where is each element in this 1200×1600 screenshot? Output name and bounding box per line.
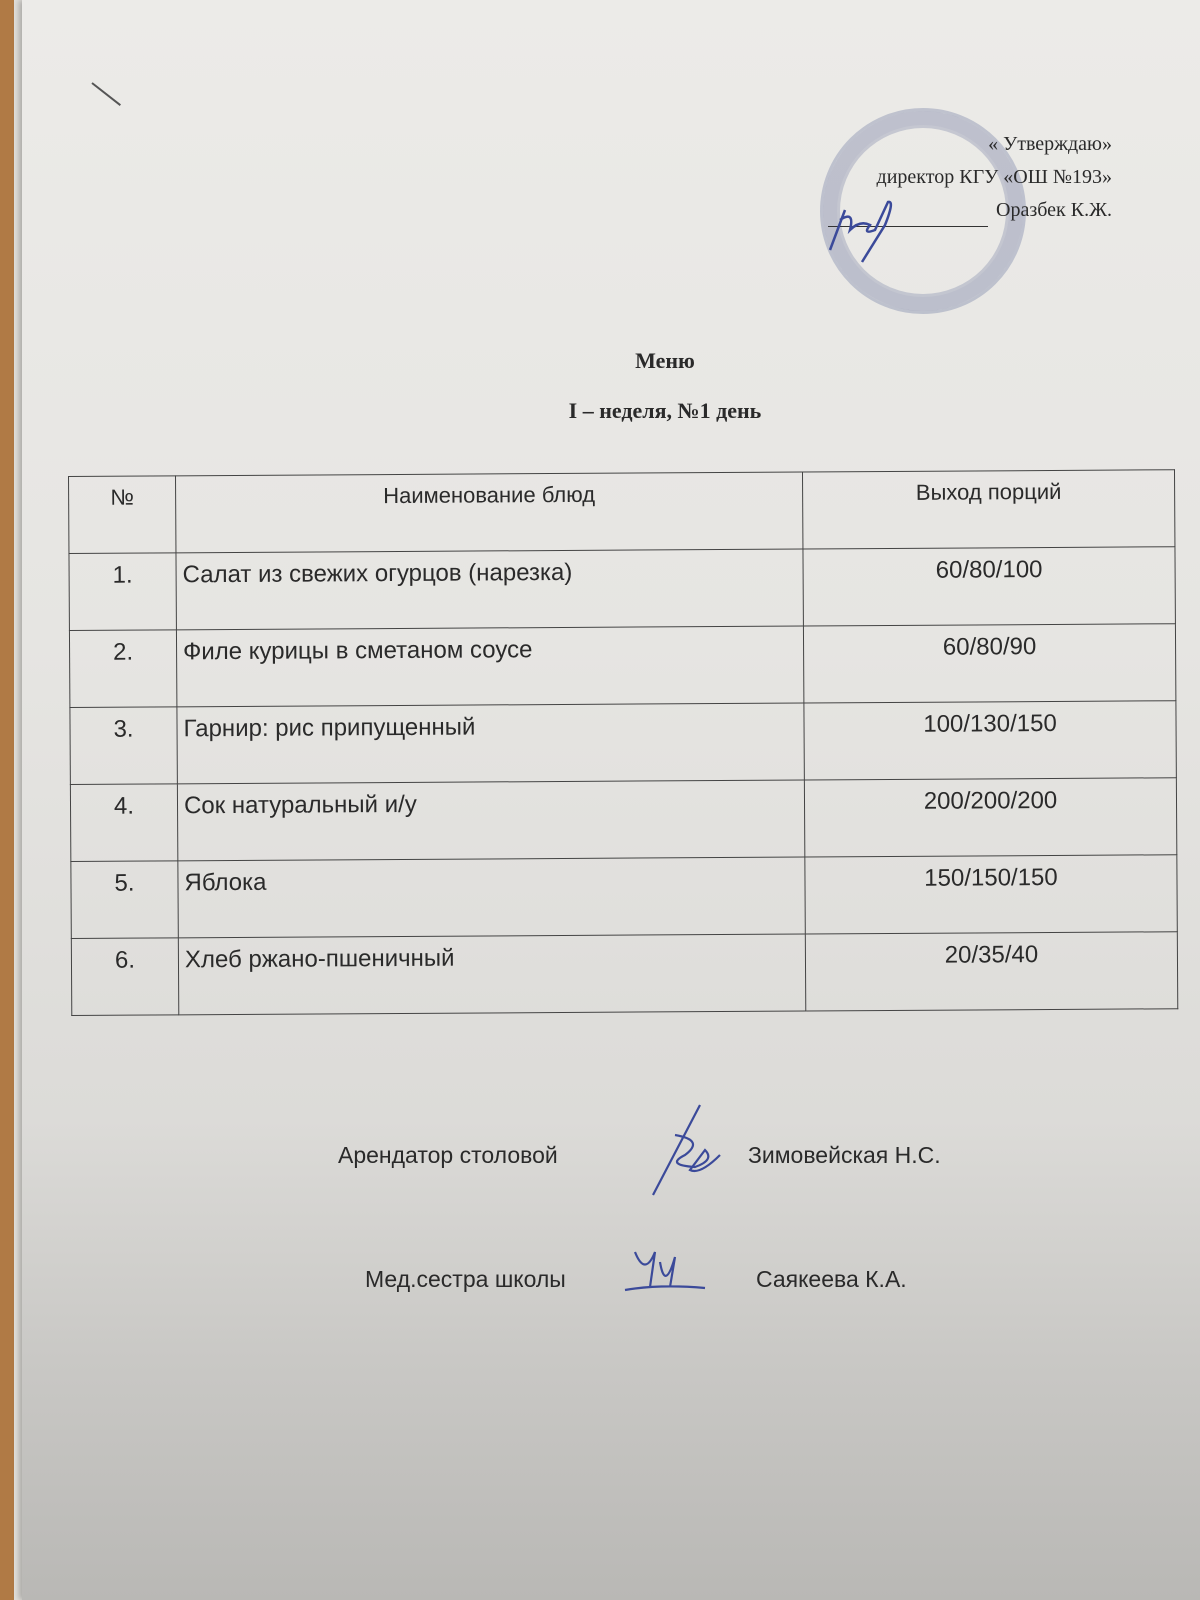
page-title: Меню xyxy=(635,348,695,373)
dish-name: Гарнир: рис припущенный xyxy=(177,703,804,784)
table-header-row xyxy=(69,470,1175,554)
table-row xyxy=(70,778,1176,862)
header-portion: Выход порций xyxy=(802,470,1174,549)
menu-table xyxy=(68,469,1178,1016)
canteen-signature xyxy=(645,1095,735,1205)
row-number: 4. xyxy=(70,784,177,862)
approve-label: « Утверждаю» xyxy=(988,133,1112,155)
table-row xyxy=(71,855,1177,939)
header-dish-name: Наименование блюд xyxy=(176,472,803,553)
signature-canteen-name: Зимовейская Н.С. xyxy=(748,1142,941,1168)
row-number: 3. xyxy=(70,707,177,785)
portion: 200/200/200 xyxy=(804,778,1176,857)
row-number: 5. xyxy=(71,861,178,939)
director-signature xyxy=(800,190,910,270)
dish-name: Салат из свежих огурцов (нарезка) xyxy=(176,549,803,630)
page-subtitle: I – неделя, №1 день xyxy=(568,398,762,423)
portion: 100/130/150 xyxy=(804,701,1176,780)
signature-nurse-role: Мед.сестра школы xyxy=(365,1266,566,1292)
director-name: Оразбек К.Ж. xyxy=(996,199,1112,221)
portion: 60/80/100 xyxy=(803,547,1175,626)
nurse-signature xyxy=(620,1232,710,1302)
portion: 150/150/150 xyxy=(805,855,1177,934)
signature-nurse-name: Саякеева К.А. xyxy=(756,1266,907,1292)
portion: 60/80/90 xyxy=(803,624,1175,703)
table-row xyxy=(69,547,1175,631)
table-row xyxy=(70,701,1176,785)
dish-name: Сок натуральный и/у xyxy=(177,780,804,861)
header-number: № xyxy=(69,476,176,554)
row-number: 6. xyxy=(71,938,178,1016)
table-row xyxy=(69,624,1175,708)
row-number: 1. xyxy=(69,553,176,631)
signature-canteen-role: Арендатор столовой xyxy=(338,1142,558,1168)
director-position: директор КГУ «ОШ №193» xyxy=(876,166,1112,188)
table-row xyxy=(71,932,1177,1016)
row-number: 2. xyxy=(69,630,176,708)
dish-name: Хлеб ржано-пшеничный xyxy=(178,934,805,1015)
dish-name: Яблока xyxy=(178,857,805,938)
portion: 20/35/40 xyxy=(805,932,1177,1011)
dish-name: Филе курицы в сметаном соусе xyxy=(176,626,803,707)
